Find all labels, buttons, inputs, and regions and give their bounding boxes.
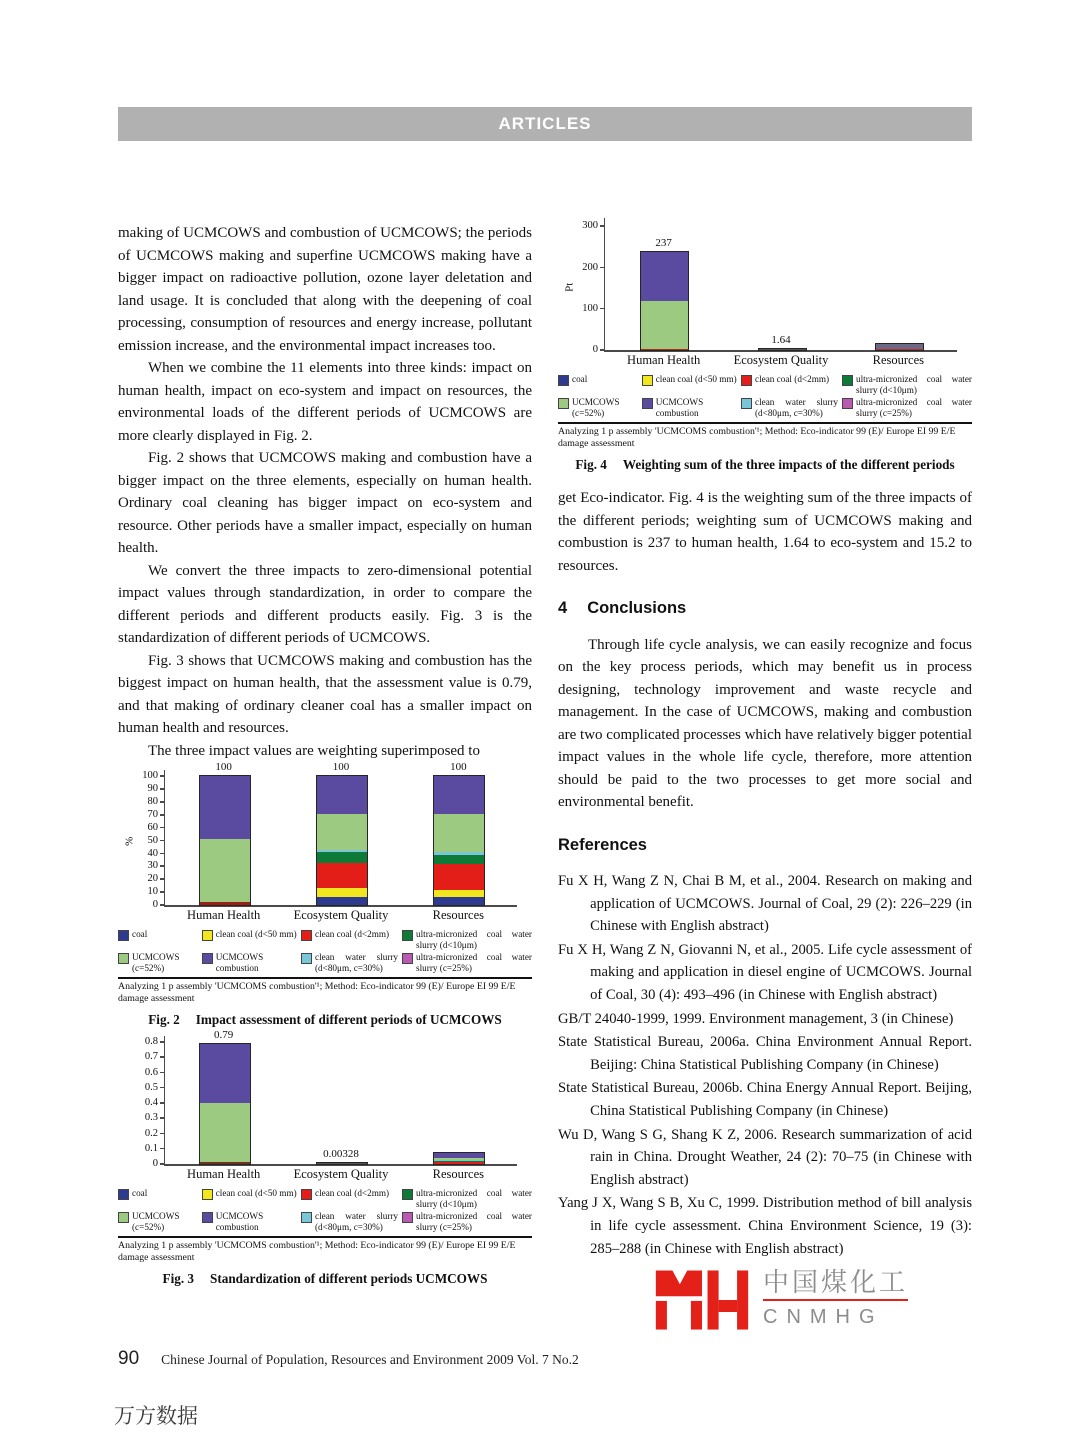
legend-swatch bbox=[202, 953, 213, 964]
figure-2-note: Analyzing 1 p assembly 'UCMCOMS combustion'¹; Method: Eco-indicator 99 (E)/ Europe EI 99 E/E damage assessment bbox=[118, 981, 516, 1004]
y-tick-mark bbox=[160, 1041, 165, 1043]
fig2-plot bbox=[123, 761, 517, 922]
legend-swatch bbox=[402, 953, 413, 964]
legend-swatch bbox=[118, 1212, 129, 1223]
page-number: 90 bbox=[118, 1348, 140, 1369]
bar-segment-ucmcows-c-52 bbox=[641, 301, 688, 349]
logo-chinese-name: 中国煤化工 bbox=[763, 1272, 908, 1301]
journal-name: Chinese Journal of Population, Resources and Environment 2009 Vol. 7 No.2 bbox=[161, 1352, 579, 1367]
y-axis-label: Pt bbox=[563, 282, 576, 292]
legend-swatch bbox=[202, 1189, 213, 1200]
legend-item-ultra-micronized-coal-water-slurry-c-25 bbox=[842, 397, 972, 418]
legend-item-clean-coal-d-50-mm bbox=[202, 929, 297, 950]
figure-2 bbox=[118, 761, 532, 1028]
figure-4-caption bbox=[558, 457, 972, 473]
bar-value-label: 0.79 bbox=[214, 1028, 234, 1041]
y-tick-mark bbox=[160, 1102, 165, 1104]
bar-segment-ultra-micronized-coal-water-slurry-d-10-m bbox=[317, 852, 367, 862]
bar-segment-total bbox=[317, 1163, 367, 1164]
y-tick-label: 70 bbox=[147, 809, 158, 820]
bar-value-label: 0.00328 bbox=[323, 1148, 359, 1160]
conclusions-heading bbox=[558, 597, 972, 620]
y-tick-label: 0 bbox=[592, 344, 598, 355]
legend-item-coal bbox=[118, 1188, 198, 1209]
legend-swatch bbox=[202, 930, 213, 941]
y-tick-mark bbox=[600, 225, 605, 227]
page-footer bbox=[118, 1348, 579, 1370]
legend-item-clean-coal-d-50-mm bbox=[642, 374, 737, 395]
y-tick-mark bbox=[160, 801, 165, 803]
x-category-label: Ecosystem Quality bbox=[293, 1167, 389, 1181]
reference-item: Fu X H, Wang Z N, Chai B M, et al., 2004. Research on making and application of UCMCOWS. Journal of Coal, 29 (2): 226–229 (in Chinese with English abstract) bbox=[558, 873, 972, 935]
reference-item: Wu D, Wang S G, Shang K Z, 2006. Research summarization of acid rain in China. Drought Weather, 24 (2): 70–75 (in Chinese with English abstract) bbox=[558, 1126, 972, 1188]
y-tick-label: 60 bbox=[147, 821, 158, 833]
bar-segment-ucmcows-c-52 bbox=[200, 1103, 250, 1162]
fig3-plot bbox=[144, 1028, 517, 1181]
bar-ecosystem-quality bbox=[316, 1162, 368, 1165]
bar-segment-clean-coal-d-2mm bbox=[434, 864, 484, 890]
legend-item-ultra-micronized-coal-water-slurry-c-25 bbox=[402, 1211, 532, 1232]
legend-label: clean coal (d<50 mm) bbox=[215, 929, 297, 939]
logo-latin-name: CNMHG bbox=[763, 1305, 884, 1328]
y-tick-mark bbox=[160, 878, 165, 880]
bar-segment-clean-coal-d-2mm bbox=[876, 349, 923, 350]
y-tick-mark bbox=[160, 1133, 165, 1135]
x-category-label: Ecosystem Quality bbox=[733, 353, 829, 367]
legend-label: UCMCOWS (c=52%) bbox=[132, 1211, 180, 1232]
figure-3-note: Analyzing 1 p assembly 'UCMCOMS combustion'¹; Method: Eco-indicator 99 (E)/ Europe EI 99 E/E damage assessment bbox=[118, 1240, 516, 1263]
y-tick-label: 80 bbox=[147, 796, 158, 808]
y-tick-label: 0.7 bbox=[144, 1051, 158, 1063]
bar-segment-ucmcows-c-52 bbox=[317, 814, 367, 850]
references-list bbox=[558, 870, 972, 1260]
figure-3-chart bbox=[144, 1028, 532, 1185]
legend-item-clean-coal-d-50-mm bbox=[202, 1188, 297, 1209]
legend-swatch bbox=[741, 375, 752, 386]
wanfang-watermark: 万方数据 bbox=[114, 1404, 198, 1428]
x-category-label: Human Health bbox=[187, 1167, 261, 1181]
y-tick-label: 200 bbox=[582, 261, 598, 273]
body-paragraph: The three impact values are weighting superimposed to bbox=[148, 742, 480, 759]
x-category-label: Ecosystem Quality bbox=[293, 908, 389, 922]
y-tick-mark bbox=[160, 827, 165, 829]
bar-human-health bbox=[199, 1043, 251, 1165]
bar-resources bbox=[433, 775, 485, 906]
figure-3-caption bbox=[118, 1271, 532, 1287]
figure-title: Impact assessment of different periods of UCMCOWS bbox=[195, 1012, 502, 1027]
legend-swatch bbox=[842, 375, 853, 386]
y-tick-label: 10 bbox=[147, 886, 158, 898]
body-paragraph: making of UCMCOWS and combustion of UCMCOWS; the periods of UCMCOWS making and superfine UCMCOWS making have a bigger impact on radioactive pollution, ozone layer deletation and land usage. It is concluded that along with the deepening of coal processing, consumption of resources and energy increase, pollutant emission increase, and the environmental impact increases too. bbox=[118, 225, 532, 354]
y-tick-mark bbox=[160, 1117, 165, 1119]
legend-item-ucmcows-combustion bbox=[202, 952, 297, 973]
legend-item-ultra-micronized-coal-water-slurry-d-10-m bbox=[402, 929, 532, 950]
bar-value-label: 100 bbox=[450, 761, 467, 774]
legend-label: ultra-micronized coal water slurry (c=25%) bbox=[416, 952, 532, 973]
x-category-label: Human Health bbox=[187, 908, 261, 922]
reference-item: State Statistical Bureau, 2006a. China Environment Annual Report. Beijing: China Statistical Publishing Company (in Chinese) bbox=[558, 1034, 972, 1073]
bar-segment-clean-coal-d-2mm bbox=[641, 349, 688, 350]
legend-swatch bbox=[402, 1189, 413, 1200]
legend-swatch bbox=[741, 398, 752, 409]
bar-resources bbox=[875, 343, 924, 351]
legend-swatch bbox=[558, 375, 569, 386]
y-tick-label: 0.8 bbox=[144, 1036, 158, 1048]
legend-swatch bbox=[301, 930, 312, 941]
legend-swatch bbox=[118, 1189, 129, 1200]
legend-label: clean coal (d<2mm) bbox=[315, 1188, 390, 1198]
legend-item-ucmcows-c-52 bbox=[118, 952, 198, 973]
figure-rule bbox=[118, 1236, 532, 1238]
legend-item-ultra-micronized-coal-water-slurry-c-25 bbox=[402, 952, 532, 973]
legend-item-ultra-micronized-coal-water-slurry-d-10-m bbox=[842, 374, 972, 395]
bar-segment-clean-coal-d-2mm bbox=[200, 902, 250, 905]
references-heading: References bbox=[558, 835, 647, 854]
legend-item-ucmcows-combustion bbox=[202, 1211, 297, 1232]
legend-label: UCMCOWS (c=52%) bbox=[132, 952, 180, 973]
figure-2-chart bbox=[123, 761, 532, 926]
y-tick-mark bbox=[600, 349, 605, 351]
y-tick-label: 0 bbox=[152, 899, 158, 910]
y-tick-label: 90 bbox=[147, 783, 158, 795]
y-tick-label: 30 bbox=[147, 860, 158, 872]
figure-3 bbox=[118, 1028, 532, 1287]
legend-swatch bbox=[558, 398, 569, 409]
left-column bbox=[118, 222, 532, 1287]
legend-swatch bbox=[402, 1212, 413, 1223]
bar-segment-coal bbox=[434, 897, 484, 905]
bar-ecosystem-quality bbox=[758, 348, 807, 351]
y-tick-mark bbox=[160, 814, 165, 816]
y-tick-mark bbox=[160, 840, 165, 842]
legend-label: clean water slurry (d<80μm, c=30%) bbox=[315, 1211, 399, 1232]
bar-human-health bbox=[199, 775, 251, 906]
y-tick-label: 0.5 bbox=[144, 1081, 158, 1093]
bar-segment-clean-coal-d-2mm bbox=[317, 863, 367, 889]
figure-4 bbox=[558, 218, 972, 473]
bar-segment-ucmcows-c-52 bbox=[200, 839, 250, 902]
y-tick-label: 40 bbox=[147, 847, 158, 859]
legend-label: ultra-micronized coal water slurry (c=25%) bbox=[416, 1211, 532, 1232]
bar-segment-ucmcows-combustion bbox=[434, 776, 484, 813]
section-title: Conclusions bbox=[587, 599, 687, 617]
legend-label: ultra-micronized coal water slurry (c=25%) bbox=[856, 397, 972, 418]
legend-item-ucmcows-c-52 bbox=[558, 397, 638, 418]
legend-item-coal bbox=[118, 929, 198, 950]
y-tick-mark bbox=[600, 308, 605, 310]
figure-title: Standardization of different periods UCMCOWS bbox=[210, 1271, 488, 1286]
figure-rule bbox=[118, 977, 532, 979]
figure-2-legend bbox=[118, 929, 532, 973]
right-column bbox=[558, 218, 972, 1332]
legend-swatch bbox=[118, 953, 129, 964]
legend-item-clean-coal-d-2mm bbox=[741, 374, 838, 395]
legend-label: clean coal (d<2mm) bbox=[315, 929, 390, 939]
y-tick-mark bbox=[160, 904, 165, 906]
y-tick-mark bbox=[160, 1163, 165, 1165]
legend-item-ucmcows-c-52 bbox=[118, 1211, 198, 1232]
cnmhg-logo-mark-icon bbox=[654, 1268, 750, 1332]
y-tick-label: 0.2 bbox=[144, 1127, 158, 1139]
legend-label: UCMCOWS combustion bbox=[215, 1211, 264, 1232]
figure-label: Fig. 4 bbox=[575, 457, 607, 472]
reference-item: GB/T 24040-1999, 1999. Environment management, 3 (in Chinese) bbox=[558, 1010, 954, 1027]
bar-value-label: 100 bbox=[215, 761, 232, 774]
y-tick-label: 100 bbox=[582, 302, 598, 314]
legend-label: ultra-micronized coal water slurry (d<10μm) bbox=[856, 374, 972, 395]
section-number: 4 bbox=[558, 599, 568, 617]
body-paragraph: Fig. 2 shows that UCMCOWS making and combustion have a bigger impact on the three elements, especially on human health. Ordinary coal cleaning has bigger impact on eco-system and resource. Other periods have a smaller impact, especially on human health. bbox=[118, 450, 532, 556]
bar-human-health bbox=[640, 251, 689, 351]
y-tick-label: 100 bbox=[142, 770, 158, 782]
y-tick-label: 0 bbox=[152, 1158, 158, 1169]
bar-segment-clean-coal-d-2mm bbox=[434, 1162, 484, 1164]
figure-2-caption bbox=[118, 1012, 532, 1028]
x-category-label: Resources bbox=[872, 353, 925, 367]
legend-label: UCMCOWS combustion bbox=[655, 397, 704, 418]
y-tick-mark bbox=[160, 865, 165, 867]
body-paragraph: get Eco-indicator. Fig. 4 is the weighting sum of the three impacts of the different periods; weighting sum of UCMCOWS making and combustion is 237 to human health, 1.64 to eco-system and 15.2 to resources. bbox=[558, 490, 972, 574]
y-tick-label: 0.1 bbox=[144, 1142, 158, 1154]
figure-4-chart bbox=[563, 218, 972, 371]
y-tick-label: 0.6 bbox=[144, 1066, 158, 1078]
legend-label: clean coal (d<50 mm) bbox=[655, 374, 737, 384]
body-paragraph: When we combine the 11 elements into three kinds: impact on human health, impact on eco-system and impact on resources, the environmental loads of the different periods of UCMCOWS are more clearly displayed in Fig. 2. bbox=[118, 360, 532, 444]
legend-item-clean-water-slurry-d-80-m-c-30 bbox=[301, 1211, 398, 1232]
body-paragraph: Fig. 3 shows that UCMCOWS making and combustion has the biggest impact on human health, that the assessment value is 0.79, and that making of ordinary cleaner coal has a smaller impact on human health and resources. bbox=[118, 652, 532, 736]
reference-item: Yang J X, Wang S B, Xu C, 1999. Distribution method of bill analysis in life cycle assessment. China Environment Science, 19 (3): 285–288 (in Chinese with English abstract) bbox=[558, 1195, 972, 1257]
figure-3-legend bbox=[118, 1188, 532, 1232]
fig4-plot bbox=[563, 218, 957, 367]
legend-item-clean-water-slurry-d-80-m-c-30 bbox=[741, 397, 838, 418]
y-tick-label: 0.4 bbox=[144, 1097, 158, 1109]
legend-label: UCMCOWS combustion bbox=[215, 952, 264, 973]
legend-item-clean-water-slurry-d-80-m-c-30 bbox=[301, 952, 398, 973]
legend-label: clean coal (d<2mm) bbox=[755, 374, 830, 384]
legend-label: clean coal (d<50 mm) bbox=[215, 1188, 297, 1198]
y-tick-mark bbox=[160, 775, 165, 777]
bar-value-label: 1.64 bbox=[771, 334, 791, 346]
bar-value-label: 237 bbox=[655, 237, 672, 250]
bar-segment-clean-coal-d-50-mm bbox=[317, 888, 367, 897]
legend-swatch bbox=[118, 930, 129, 941]
bar-segment-clean-coal-d-2mm bbox=[200, 1162, 250, 1164]
y-tick-mark bbox=[160, 1056, 165, 1058]
legend-swatch bbox=[301, 1189, 312, 1200]
legend-item-clean-coal-d-2mm bbox=[301, 929, 398, 950]
bar-segment-ucmcows-combustion bbox=[317, 776, 367, 813]
y-tick-mark bbox=[600, 267, 605, 269]
legend-swatch bbox=[202, 1212, 213, 1223]
y-axis-label: % bbox=[123, 836, 136, 846]
bar-segment-ucmcows-combustion bbox=[200, 776, 250, 839]
bar-segment-ucmcows-c-52 bbox=[434, 814, 484, 853]
legend-swatch bbox=[842, 398, 853, 409]
legend-item-ultra-micronized-coal-water-slurry-d-10-m bbox=[402, 1188, 532, 1209]
bar-segment-ucmcows-combustion bbox=[200, 1044, 250, 1103]
x-category-label: Resources bbox=[432, 908, 485, 922]
bar-segment-coal bbox=[317, 897, 367, 905]
y-tick-mark bbox=[160, 853, 165, 855]
legend-label: coal bbox=[132, 929, 148, 939]
y-tick-label: 300 bbox=[582, 220, 598, 232]
figure-rule bbox=[558, 422, 972, 424]
y-tick-label: 50 bbox=[147, 834, 158, 846]
legend-swatch bbox=[402, 930, 413, 941]
articles-banner: ARTICLES bbox=[118, 107, 972, 141]
conclusions-paragraph: Through life cycle analysis, we can easily recognize and focus on the key process periods, which may benefit us in process designing, technology improvement and waste recycle and management. In the case of UCMCOWS, making and combustion are two complicated processes which have relatively bigger potential impact values in the whole life cycle, therefore, more attention should be paid to the two processes to get more social and environmental benefit. bbox=[558, 636, 973, 810]
figure-label: Fig. 3 bbox=[162, 1271, 195, 1286]
y-tick-mark bbox=[160, 788, 165, 790]
legend-label: coal bbox=[132, 1188, 148, 1198]
y-tick-mark bbox=[160, 1087, 165, 1089]
legend-item-ucmcows-combustion bbox=[642, 397, 737, 418]
bar-segment-ucmcows-combustion bbox=[641, 252, 688, 300]
y-tick-mark bbox=[160, 1148, 165, 1150]
y-tick-mark bbox=[160, 1072, 165, 1074]
legend-label: clean water slurry (d<80μm, c=30%) bbox=[315, 952, 399, 973]
reference-item: State Statistical Bureau, 2006b. China Energy Annual Report. Beijing, China Statistical Publishing Company (in Chinese) bbox=[558, 1080, 972, 1119]
legend-label: ultra-micronized coal water slurry (d<10μm) bbox=[416, 1188, 532, 1209]
legend-label: ultra-micronized coal water slurry (d<10μm) bbox=[416, 929, 532, 950]
legend-item-clean-coal-d-2mm bbox=[301, 1188, 398, 1209]
legend-label: clean water slurry (d<80μm, c=30%) bbox=[755, 397, 839, 418]
figure-title: Weighting sum of the three impacts of the different periods bbox=[622, 457, 955, 472]
x-category-label: Resources bbox=[432, 1167, 485, 1181]
y-tick-label: 0.3 bbox=[144, 1112, 158, 1124]
figure-4-legend bbox=[558, 374, 972, 418]
bar-ecosystem-quality bbox=[316, 775, 368, 906]
legend-swatch bbox=[301, 1212, 312, 1223]
legend-swatch bbox=[301, 953, 312, 964]
legend-item-coal bbox=[558, 374, 638, 395]
figure-4-note: Analyzing 1 p assembly 'UCMCOMS combustion'¹; Method: Eco-indicator 99 (E)/ Europe EI 99 E/E damage assessment bbox=[558, 426, 956, 449]
cnmhg-logo bbox=[654, 1268, 1068, 1332]
cnmhg-logo-text bbox=[763, 1268, 909, 1328]
y-tick-mark bbox=[160, 891, 165, 893]
bar-segment-clean-coal-d-50-mm bbox=[434, 890, 484, 898]
figure-label: Fig. 2 bbox=[148, 1012, 180, 1027]
legend-label: coal bbox=[572, 374, 588, 384]
x-category-label: Human Health bbox=[627, 353, 701, 367]
bar-resources bbox=[433, 1152, 485, 1165]
legend-swatch bbox=[642, 375, 653, 386]
reference-item: Fu X H, Wang Z N, Giovanni N, et al., 2005. Life cycle assessment of making and application in diesel engine of UCMCOWS. Journal of Coal, 30 (4): 493–496 (in Chinese with English abstract) bbox=[558, 941, 972, 1003]
legend-label: UCMCOWS (c=52%) bbox=[572, 397, 620, 418]
legend-swatch bbox=[642, 398, 653, 409]
bar-value-label: 100 bbox=[332, 761, 350, 774]
y-tick-label: 20 bbox=[147, 873, 158, 885]
body-paragraph: We convert the three impacts to zero-dimensional potential impact values through standardization, in order to compare the different periods and different products easily. Fig. 3 is the standardization of different periods of UCMCOWS. bbox=[118, 562, 532, 646]
bar-segment-ultra-micronized-coal-water-slurry-d-10-m bbox=[434, 855, 484, 864]
bar-segment-total bbox=[759, 349, 806, 350]
